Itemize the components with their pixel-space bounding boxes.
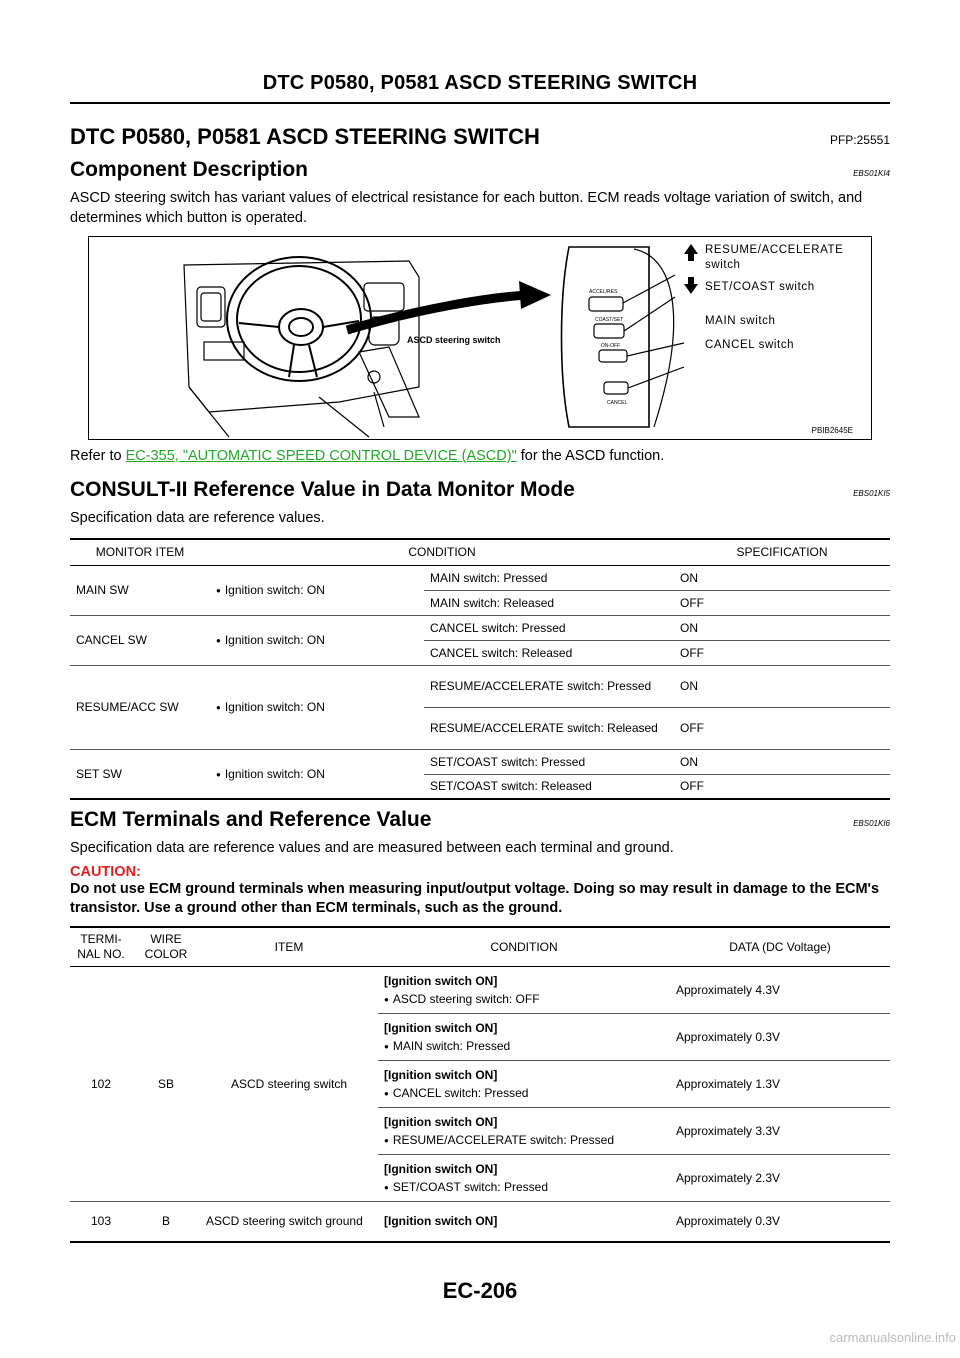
table-row bbox=[70, 967, 890, 1014]
component-heading-row bbox=[70, 158, 890, 182]
condition-head: [Ignition switch ON] bbox=[384, 1067, 498, 1082]
btn-accel-label: ACCEL/RES bbox=[589, 289, 618, 295]
sub-condition: RESUME/ACCELERATE switch: Pressed bbox=[424, 665, 674, 707]
caution-label: CAUTION: bbox=[70, 864, 141, 880]
condition-text: ● RESUME/ACCELERATE switch: Pressed bbox=[384, 1133, 664, 1148]
pfp-code: PFP:25551 bbox=[829, 133, 890, 147]
data-value: Approximately 0.3V bbox=[676, 1213, 781, 1228]
condition-cell bbox=[378, 1108, 670, 1155]
sub-condition: MAIN switch: Pressed bbox=[424, 565, 674, 590]
main-switch-label: MAIN switch bbox=[705, 315, 776, 327]
ecm-heading: ECM Terminals and Reference Value bbox=[70, 808, 432, 831]
resume-label: RESUME/ACCELERATE bbox=[705, 244, 844, 256]
component-heading: Component Description bbox=[70, 158, 309, 181]
monitor-item: CANCEL SW bbox=[70, 615, 210, 665]
sub-condition: CANCEL switch: Released bbox=[424, 640, 674, 665]
condition-head: [Ignition switch ON] bbox=[384, 1161, 498, 1176]
data-value: Approximately 2.3V bbox=[670, 1155, 890, 1202]
wire-color: SB bbox=[132, 967, 200, 1202]
condition-head: [Ignition switch ON] bbox=[384, 1114, 498, 1129]
data-value: Approximately 3.3V bbox=[670, 1108, 890, 1155]
condition-text: ● SET/COAST switch: Pressed bbox=[384, 1180, 664, 1195]
condition-cell bbox=[210, 665, 424, 749]
condition-head: [Ignition switch ON] bbox=[384, 1213, 498, 1228]
condition-text: ● MAIN switch: Pressed bbox=[384, 1039, 664, 1054]
spec-value: ON bbox=[674, 665, 890, 707]
col-terminal: TERMI-NAL NO. bbox=[70, 927, 132, 967]
dashboard-illustration bbox=[89, 237, 872, 440]
condition-cell bbox=[378, 967, 670, 1014]
col-data: DATA (DC Voltage) bbox=[670, 927, 890, 967]
spec-value: ON bbox=[674, 615, 890, 640]
consult-table bbox=[70, 538, 890, 800]
set-coast-label: SET/COAST switch bbox=[705, 281, 815, 293]
condition-cell bbox=[378, 1014, 670, 1061]
col-item: ITEM bbox=[200, 927, 378, 967]
component-text: ASCD steering switch has variant values of electrical resistance for each button. ECM reads voltage variation of switch, and determines which button is operated. bbox=[70, 190, 863, 226]
ecm-code: EBS01KI6 bbox=[853, 819, 890, 828]
col-wire-color: WIRE COLOR bbox=[132, 927, 200, 967]
btn-cancel-label: CANCEL bbox=[607, 400, 628, 406]
btn-coast-label: COAST/SET bbox=[595, 317, 624, 323]
table-row bbox=[70, 615, 890, 640]
condition-text: ● Ignition switch: ON bbox=[216, 767, 325, 781]
consult-header-row bbox=[70, 539, 890, 565]
wire-color: B bbox=[161, 1213, 170, 1228]
condition-cell bbox=[210, 615, 424, 665]
figure-code: PBIB2645E bbox=[811, 426, 853, 435]
col-monitor-item: MONITOR ITEM bbox=[70, 539, 210, 565]
btn-onoff-label: ON-OFF bbox=[601, 343, 621, 349]
item-name: ASCD steering switch ground bbox=[206, 1213, 363, 1228]
watermark: carmanualsonline.info bbox=[829, 1330, 956, 1345]
terminal-no: 102 bbox=[70, 967, 132, 1202]
terminal-no: 103 bbox=[90, 1213, 112, 1228]
sub-condition: RESUME/ACCELERATE switch: Released bbox=[424, 707, 674, 749]
consult-heading: CONSULT-II Reference Value in Data Monitor Mode bbox=[70, 478, 575, 501]
spec-value: OFF bbox=[674, 590, 890, 615]
running-header: DTC P0580, P0581 ASCD STEERING SWITCH bbox=[262, 72, 698, 94]
cancel-switch-label: CANCEL switch bbox=[705, 339, 795, 351]
ascd-function-link[interactable]: EC-355, "AUTOMATIC SPEED CONTROL DEVICE (ASCD)" bbox=[125, 448, 517, 464]
table-row bbox=[70, 665, 890, 707]
resume-label-2: switch bbox=[705, 259, 741, 271]
ecm-terminal-table bbox=[70, 926, 890, 1243]
data-value: Approximately 1.3V bbox=[670, 1061, 890, 1108]
condition-text: ● ASCD steering switch: OFF bbox=[384, 992, 664, 1007]
sub-condition: SET/COAST switch: Released bbox=[430, 779, 592, 794]
condition-text: ● Ignition switch: ON bbox=[216, 633, 325, 647]
caution-text: Do not use ECM ground terminals when measuring input/output voltage. Doing so may result in damage to the ECM's transistor. Use a ground other than ECM terminals, such as the ground. bbox=[70, 881, 880, 916]
page-number: EC-206 bbox=[442, 1278, 518, 1303]
spec-value: OFF bbox=[674, 707, 890, 749]
refer-suffix: for the ASCD function. bbox=[516, 448, 665, 464]
data-value: Approximately 4.3V bbox=[670, 967, 890, 1014]
item-name: ASCD steering switch bbox=[200, 967, 378, 1202]
table-row bbox=[70, 565, 890, 590]
steering-switch-label: ASCD steering switch bbox=[407, 335, 501, 345]
sub-condition: MAIN switch: Released bbox=[424, 590, 674, 615]
consult-text: Specification data are reference values. bbox=[70, 510, 325, 526]
component-code: EBS01KI4 bbox=[853, 169, 890, 178]
condition-cell bbox=[210, 565, 424, 615]
condition-text: ● Ignition switch: ON bbox=[216, 583, 325, 597]
page-content bbox=[70, 124, 890, 1243]
condition-cell bbox=[378, 1061, 670, 1108]
ecm-header-row bbox=[70, 927, 890, 967]
col-specification: SPECIFICATION bbox=[674, 539, 890, 565]
condition-head: [Ignition switch ON] bbox=[384, 1020, 498, 1035]
spec-value: ON bbox=[674, 565, 890, 590]
spec-value: OFF bbox=[680, 779, 704, 794]
condition-cell bbox=[378, 1155, 670, 1202]
refer-text bbox=[70, 446, 890, 466]
section-title: DTC P0580, P0581 ASCD STEERING SWITCH bbox=[70, 124, 540, 149]
header-rule bbox=[70, 102, 890, 104]
monitor-item: RESUME/ACC SW bbox=[70, 665, 210, 749]
condition-text: ● CANCEL switch: Pressed bbox=[384, 1086, 664, 1101]
refer-prefix: Refer to bbox=[70, 448, 126, 464]
condition-text: ● Ignition switch: ON bbox=[216, 700, 325, 714]
sub-condition: CANCEL switch: Pressed bbox=[424, 615, 674, 640]
condition-cell bbox=[210, 749, 424, 799]
consult-heading-row bbox=[70, 478, 890, 502]
table-row bbox=[70, 1202, 890, 1242]
table-row bbox=[70, 749, 890, 774]
consult-code: EBS01KI5 bbox=[853, 489, 890, 498]
monitor-item: MAIN SW bbox=[70, 565, 210, 615]
data-value: Approximately 0.3V bbox=[670, 1014, 890, 1061]
section-title-row bbox=[70, 124, 890, 150]
spec-value: OFF bbox=[674, 640, 890, 665]
ecm-text: Specification data are reference values and are measured between each terminal and ground. bbox=[70, 840, 674, 856]
monitor-item: SET SW bbox=[76, 766, 122, 781]
col-condition: CONDITION bbox=[210, 539, 674, 565]
condition-head: [Ignition switch ON] bbox=[384, 973, 498, 988]
spec-value: ON bbox=[674, 749, 890, 774]
col-condition: CONDITION bbox=[378, 927, 670, 967]
ecm-heading-row bbox=[70, 808, 890, 832]
sub-condition: SET/COAST switch: Pressed bbox=[424, 749, 674, 774]
ascd-switch-figure bbox=[88, 236, 872, 440]
